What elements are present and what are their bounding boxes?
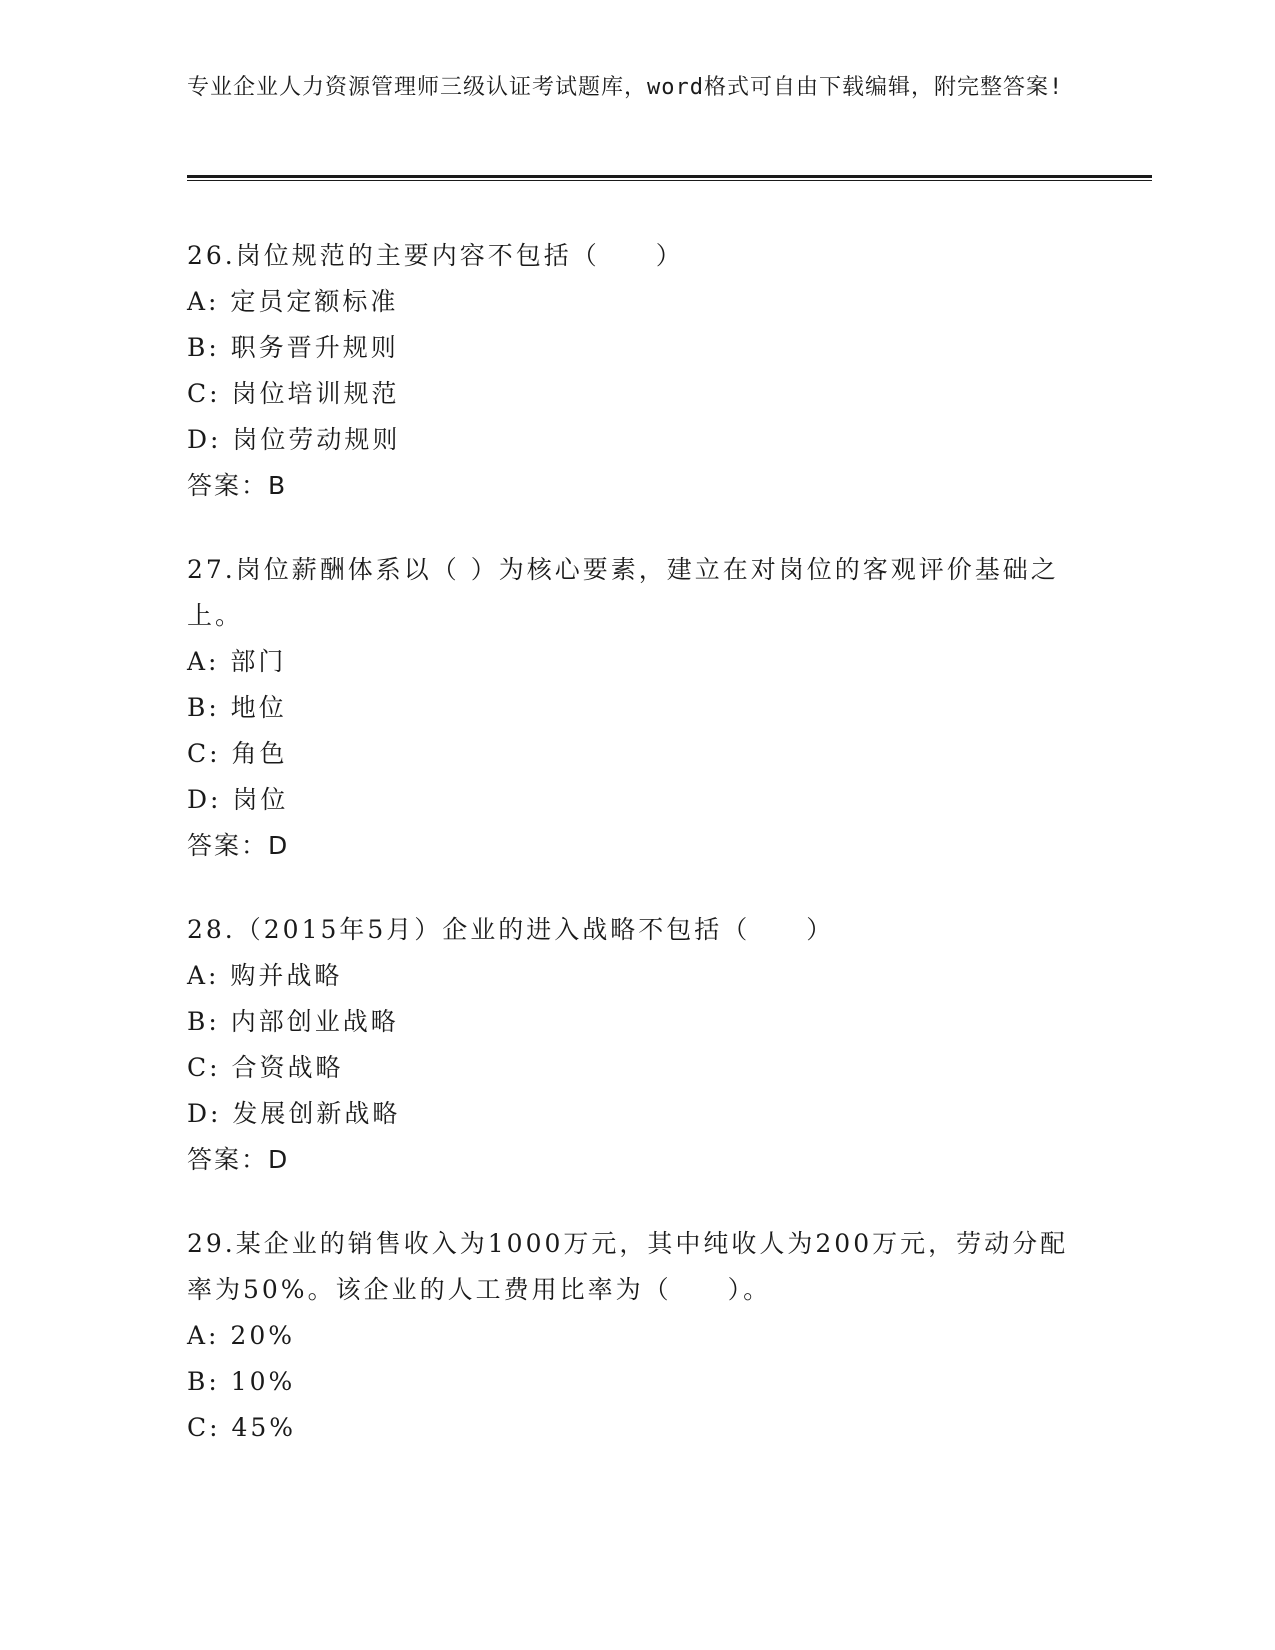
answer-line: 答案：B [187,471,288,500]
page-header-text: 专业企业人力资源管理师三级认证考试题库，word格式可自由下载编辑，附完整答案! [187,75,1064,100]
question-stem: 28.（2015年5月）企业的进入战略不包括（ ） [187,915,835,944]
option-b: B: 地位 [187,693,287,722]
answer-line: 答案：D [187,831,290,860]
option-c: C: 岗位培训规范 [187,379,400,408]
option-c: C: 合资战略 [187,1053,344,1082]
question-list [187,233,1077,1489]
question-stem: 26.岗位规范的主要内容不包括（ ） [187,241,684,270]
question-stem: 27.岗位薪酬体系以（ ）为核心要素，建立在对岗位的客观评价基础之上。 [187,555,1059,630]
option-b: B: 内部创业战略 [187,1007,399,1036]
question-29 [187,1221,1077,1451]
option-a: A: 购并战略 [187,961,343,990]
option-c: C: 角色 [187,739,288,768]
question-stem: 29.某企业的销售收入为1000万元，其中纯收人为200万元，劳动分配率为50%。该企业的人工费用比率为（ ）。 [187,1229,1069,1304]
option-d: D: 岗位劳动规则 [187,425,401,454]
option-a: A: 部门 [187,647,287,676]
header-divider [187,175,1152,181]
question-26 [187,233,1077,509]
question-28 [187,907,1077,1183]
option-a: A: 20% [187,1321,295,1350]
answer-line: 答案：D [187,1145,290,1174]
option-a: A: 定员定额标准 [187,287,399,316]
document-page [187,72,1137,104]
option-d: D: 发展创新战略 [187,1099,401,1128]
option-d: D: 岗位 [187,785,289,814]
option-b: B: 10% [187,1367,296,1396]
divider-thin-line [187,180,1152,181]
option-c: C: 45% [187,1413,297,1442]
option-b: B: 职务晋升规则 [187,333,399,362]
question-27 [187,547,1077,869]
